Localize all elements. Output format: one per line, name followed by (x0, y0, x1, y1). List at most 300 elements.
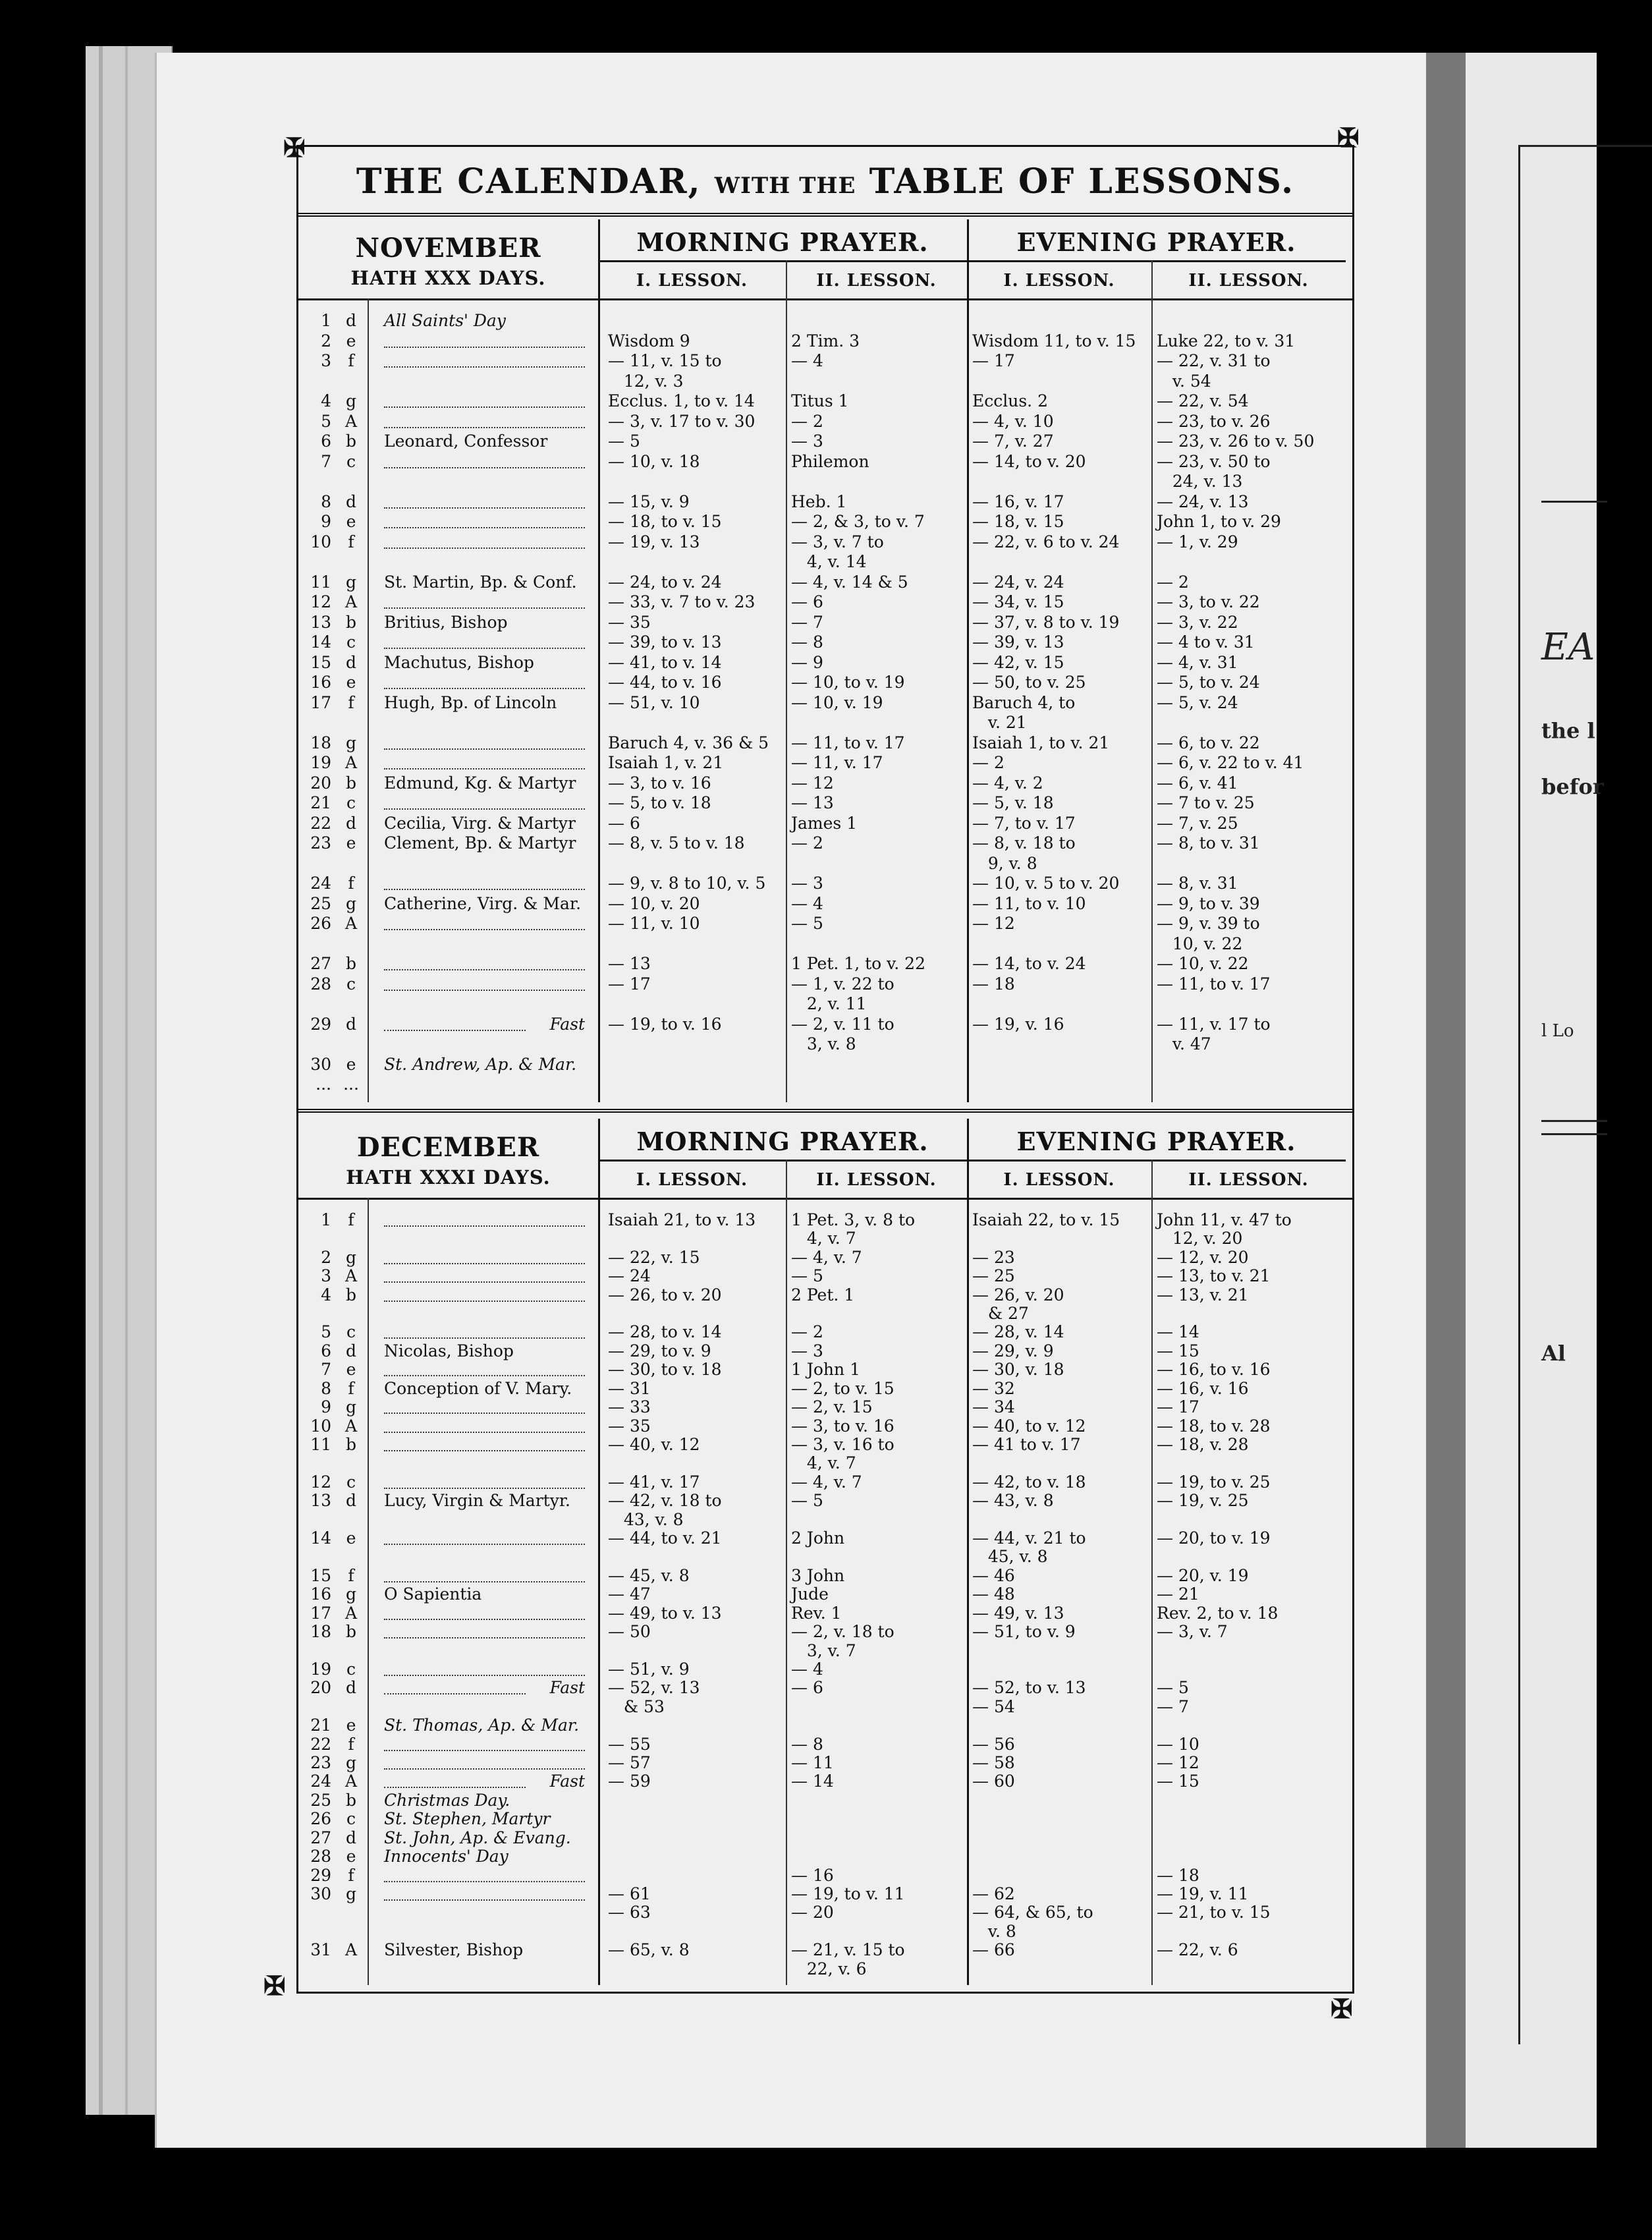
lesson-cell: Baruch 4, to (972, 692, 1076, 712)
lesson-cell: — 17 (972, 351, 1015, 371)
lesson-cell: — 22, v. 6 (1157, 1940, 1238, 1960)
lesson-cell: — 40, to v. 12 (972, 1416, 1086, 1436)
lesson-cell: — 65, v. 8 (608, 1940, 690, 1960)
lesson-cell: — 5 (791, 1491, 823, 1511)
lesson-cell: — 33 (608, 1397, 651, 1417)
lesson-cell: — 30, v. 18 (972, 1360, 1064, 1380)
lesson-cell: — 2 (791, 1322, 823, 1342)
day-number: 13 (310, 612, 331, 632)
dot-leader (384, 969, 585, 970)
lesson-cell: — 7, v. 27 (972, 432, 1054, 451)
saint-day-name: Catherine, Virg. & Mar. (384, 893, 582, 913)
lesson-cell: Isaiah 1, v. 21 (608, 753, 724, 773)
dominical-letter: b (345, 612, 356, 632)
day-number: 21 (310, 793, 331, 813)
lesson-cell: 4, v. 7 (791, 1229, 856, 1248)
dot-leader (384, 1450, 585, 1451)
lesson-cell: Wisdom 11, to v. 15 (972, 331, 1136, 350)
lesson-cell: — 61 (608, 1884, 651, 1903)
lesson-cell: v. 54 (1157, 371, 1211, 391)
lesson-cell: Jude (791, 1584, 829, 1604)
column-rule (1151, 260, 1153, 1102)
lesson-cell: — 11, v. 15 to (608, 351, 722, 371)
lesson-cell: — 2 (791, 411, 823, 431)
day-number: 14 (310, 632, 331, 652)
dot-leader (384, 1301, 585, 1302)
lesson-cell: — 44, to v. 16 (608, 673, 722, 692)
lesson-cell: — 1, v. 22 to (791, 974, 895, 994)
lesson-cell: — 50, to v. 25 (972, 673, 1086, 692)
lesson-cell: — 32 (972, 1378, 1015, 1398)
lesson-cell: 22, v. 6 (791, 1959, 867, 1978)
column-rule (967, 1119, 969, 1985)
title-suffix: TABLE OF LESSONS. (869, 161, 1295, 202)
day-number: 8 (321, 491, 331, 511)
lesson-cell: — 10 (1157, 1734, 1199, 1754)
lesson-cell: — 6, to v. 22 (1157, 733, 1260, 752)
dominical-letter: b (345, 432, 356, 451)
lesson-cell: — 14, to v. 20 (972, 451, 1086, 471)
saint-day-name: Cecilia, Virg. & Martyr (384, 813, 576, 833)
lesson-cell: — 3 (791, 1341, 823, 1360)
day-number: 26 (310, 1809, 331, 1829)
day-number: 11 (310, 1434, 331, 1454)
lesson-cell: — 15 (1157, 1772, 1199, 1791)
lesson-cell: 9, v. 8 (972, 853, 1037, 873)
lesson-cell: — 19, v. 16 (972, 1014, 1064, 1034)
lesson-cell: — 2 (1157, 572, 1189, 592)
lesson-cell: — 35 (608, 612, 651, 632)
cross-ornament-icon: ✠ (283, 132, 306, 163)
lesson-cell: — 12 (1157, 1753, 1199, 1773)
dominical-letter: f (348, 351, 354, 371)
saint-day-name: Hugh, Bp. of Lincoln (384, 692, 557, 712)
dominical-letter: f (348, 532, 354, 551)
dominical-letter: A (344, 1940, 358, 1960)
lesson-cell: 24, v. 13 (1157, 472, 1243, 491)
dominical-letter: d (345, 1341, 356, 1360)
lesson-cell: — 14 (1157, 1322, 1199, 1342)
dominical-letter: d (345, 1678, 356, 1698)
december-month-sub: HATH XXXI DAYS. (346, 1166, 551, 1189)
lesson-cell: — 6, v. 41 (1157, 773, 1238, 793)
header-rule (298, 298, 1352, 300)
lesson-cell: — 63 (608, 1903, 651, 1922)
saint-day-name: Nicolas, Bishop (384, 1341, 514, 1360)
lesson-cell: — 8 (791, 1734, 823, 1754)
lesson-cell: — 48 (972, 1584, 1015, 1604)
dominical-letter: g (345, 1584, 356, 1604)
dominical-letter: e (346, 1054, 356, 1074)
dot-leader (384, 427, 585, 428)
lesson-cell: — 49, to v. 13 (608, 1603, 722, 1623)
day-number: 10 (310, 532, 331, 551)
lesson-cell: — 11, v. 17 to (1157, 1014, 1271, 1034)
lesson-cell: — 59 (608, 1772, 651, 1791)
dominical-letter: b (345, 1622, 356, 1642)
day-number: 29 (310, 1865, 331, 1885)
lesson-cell: 10, v. 22 (1157, 934, 1243, 953)
day-number: 12 (310, 592, 331, 612)
december-lesson-header: II. LESSON. (816, 1170, 937, 1190)
lesson-cell: & 27 (972, 1304, 1029, 1324)
lesson-cell: Rev. 2, to v. 18 (1157, 1603, 1279, 1623)
lesson-cell: — 15 (1157, 1341, 1199, 1360)
lesson-cell: — 7, v. 25 (1157, 813, 1238, 833)
lesson-cell: — 18, v. 15 (972, 512, 1064, 532)
lesson-cell: — 6 (608, 813, 640, 833)
day-number: 25 (310, 893, 331, 913)
title-mid: WITH THE (714, 173, 856, 199)
lesson-cell: — 5 (791, 914, 823, 934)
lesson-cell: — 51, v. 10 (608, 692, 700, 712)
lesson-cell: — 14 (791, 1772, 834, 1791)
lesson-cell: — 41, v. 17 (608, 1472, 700, 1492)
dot-leader (384, 1750, 585, 1751)
lesson-cell: — 18, to v. 15 (608, 512, 722, 532)
december-month-name: DECEMBER (356, 1132, 540, 1163)
lesson-cell: — 11, to v. 17 (1157, 974, 1271, 994)
lesson-cell: — 9, v. 8 to 10, v. 5 (608, 874, 766, 893)
lesson-cell: — 58 (972, 1753, 1015, 1773)
dominical-letter: c (346, 1322, 356, 1342)
lesson-cell: — 13, v. 21 (1157, 1285, 1249, 1304)
lesson-cell: Isaiah 1, to v. 21 (972, 733, 1110, 752)
saint-day-name: Fast (549, 1678, 585, 1698)
lesson-cell: — 64, & 65, to (972, 1903, 1093, 1922)
column-rule (786, 1160, 787, 1985)
lesson-cell: — 11, v. 10 (608, 914, 700, 934)
lesson-cell: — 60 (972, 1772, 1015, 1791)
day-number: 7 (321, 451, 331, 471)
dot-leader (384, 467, 585, 468)
day-number: 8 (321, 1378, 331, 1398)
dominical-letter: g (345, 733, 356, 752)
cross-ornament-icon: ✠ (1331, 1994, 1353, 2025)
lesson-cell: — 6, v. 22 to v. 41 (1157, 753, 1304, 773)
day-number: 4 (321, 391, 331, 411)
lesson-cell: — 16, to v. 16 (1157, 1360, 1271, 1380)
dominical-letter: b (345, 773, 356, 793)
lesson-cell: — 4, v. 7 (791, 1472, 862, 1492)
dot-leader (384, 1281, 585, 1283)
lesson-cell: — 46 (972, 1565, 1015, 1585)
day-number: 12 (310, 1472, 331, 1492)
dot-leader (384, 990, 585, 991)
dot-leader (384, 1337, 585, 1339)
saint-day-name: Christmas Day. (384, 1790, 510, 1810)
lesson-cell: — 44, v. 21 to (972, 1528, 1086, 1548)
day-number: 4 (321, 1285, 331, 1304)
lesson-cell: — 3 (791, 432, 823, 451)
lesson-cell: — 40, v. 12 (608, 1434, 700, 1454)
lesson-cell: — 5, to v. 18 (608, 793, 711, 813)
dominical-letter: b (345, 1285, 356, 1304)
column-rule (967, 219, 969, 1102)
december-lesson-header: II. LESSON. (1188, 1170, 1309, 1190)
lesson-cell: — 2, v. 18 to (791, 1622, 895, 1642)
lesson-cell: v. 47 (1157, 1034, 1211, 1054)
lesson-cell: — 35 (608, 1416, 651, 1436)
lesson-cell: — 13 (791, 793, 834, 813)
lesson-cell: Isaiah 21, to v. 13 (608, 1210, 756, 1229)
lesson-cell: — 8, to v. 31 (1157, 833, 1260, 853)
lesson-cell: — 7 to v. 25 (1157, 793, 1255, 813)
lesson-cell: Isaiah 22, to v. 15 (972, 1210, 1120, 1229)
lesson-cell: — 42, v. 15 (972, 652, 1064, 672)
dominical-letter: e (346, 512, 356, 532)
column-rule (368, 1198, 369, 1985)
dot-leader (384, 929, 585, 930)
lesson-cell: — 51, v. 9 (608, 1659, 690, 1679)
dot-leader (384, 1619, 585, 1620)
dominical-letter: g (345, 572, 356, 592)
dominical-letter: c (346, 793, 356, 813)
lesson-cell: — 24 (608, 1266, 651, 1286)
december-lesson-header: I. LESSON. (1003, 1170, 1115, 1190)
lesson-cell: — 4, v. 31 (1157, 652, 1238, 672)
dot-leader (384, 1693, 526, 1694)
day-number: 2 (321, 1247, 331, 1267)
saint-day-name: St. Thomas, Ap. & Mar. (384, 1716, 580, 1735)
lesson-cell: — 16, v. 16 (1157, 1378, 1249, 1398)
day-number: 2 (321, 331, 331, 350)
dot-leader (384, 808, 585, 810)
dot-leader (384, 1375, 585, 1376)
sub-rule (598, 260, 1346, 262)
right-page-text-3: Al (1541, 1341, 1566, 1366)
column-rule (368, 298, 369, 1102)
lesson-cell: — 18, to v. 28 (1157, 1416, 1271, 1436)
saint-day-name: Clement, Bp. & Martyr (384, 833, 576, 853)
lesson-cell: — 2, v. 15 (791, 1397, 873, 1417)
lesson-cell: — 52, to v. 13 (972, 1678, 1086, 1698)
lesson-cell: — 28, v. 14 (972, 1322, 1064, 1342)
day-number: 5 (321, 411, 331, 431)
lesson-cell: 4, v. 14 (791, 552, 867, 572)
dominical-letter: f (348, 692, 354, 712)
dominical-letter: A (344, 1603, 358, 1623)
dot-leader (384, 648, 585, 649)
day-number: 19 (310, 753, 331, 773)
dominical-letter: d (345, 311, 356, 330)
day-number: 20 (310, 773, 331, 793)
dot-leader (384, 1637, 585, 1638)
lesson-cell: John 1, to v. 29 (1157, 512, 1281, 532)
lesson-cell: — 3, v. 22 (1157, 612, 1238, 632)
dot-leader (384, 1544, 585, 1545)
day-number: 17 (310, 1603, 331, 1623)
dominical-letter: b (345, 954, 356, 974)
lesson-cell: — 10, v. 22 (1157, 954, 1249, 974)
lesson-cell: — 26, v. 20 (972, 1285, 1064, 1304)
lesson-cell: — 10, v. 20 (608, 893, 700, 913)
dominical-letter: e (346, 1360, 356, 1380)
lesson-cell: & 53 (608, 1696, 665, 1716)
day-number: 16 (310, 1584, 331, 1604)
dominical-letter: d (345, 813, 356, 833)
lesson-cell: — 16 (791, 1865, 834, 1885)
lesson-cell: — 8, v. 5 to v. 18 (608, 833, 745, 853)
lesson-cell: — 19, to v. 11 (791, 1884, 905, 1903)
lesson-cell: — 54 (972, 1696, 1015, 1716)
november-lesson-header: I. LESSON. (636, 271, 748, 291)
december-evening-header: EVENING PRAYER. (1016, 1127, 1296, 1156)
dominical-letter: d (345, 652, 356, 672)
dot-leader (384, 1225, 585, 1227)
lesson-cell: — 4, v. 10 (972, 411, 1054, 431)
lesson-cell: — 23, v. 50 to (1157, 451, 1271, 471)
dominical-letter: c (346, 1809, 356, 1829)
dominical-letter: e (346, 331, 356, 350)
saint-day-name: Edmund, Kg. & Martyr (384, 773, 576, 793)
lesson-cell: — 22, v. 15 (608, 1247, 700, 1267)
saint-day-name: Britius, Bishop (384, 612, 508, 632)
lesson-cell: — 33, v. 7 to v. 23 (608, 592, 756, 612)
dominical-letter: f (348, 1210, 354, 1229)
lesson-cell: James 1 (791, 813, 858, 833)
lesson-cell: — 4 (791, 893, 823, 913)
dot-leader (384, 607, 585, 609)
lesson-cell: 45, v. 8 (972, 1547, 1048, 1567)
lesson-cell: — 24, to v. 24 (608, 572, 722, 592)
month-divider (298, 1109, 1352, 1113)
november-month-name: NOVEMBER (355, 233, 541, 264)
right-page-text-5: l Lo (1541, 1021, 1574, 1041)
day-number: 18 (310, 733, 331, 752)
lesson-cell: — 24, v. 13 (1157, 491, 1249, 511)
december-morning-header: MORNING PRAYER. (636, 1127, 929, 1156)
lesson-cell: — 6 (791, 592, 823, 612)
lesson-cell: — 18 (972, 974, 1015, 994)
lesson-cell: Philemon (791, 451, 869, 471)
lesson-cell: v. 21 (972, 713, 1027, 733)
day-number: 20 (310, 1678, 331, 1698)
lesson-cell: — 49, v. 13 (972, 1603, 1064, 1623)
lesson-cell: — 11, to v. 10 (972, 893, 1086, 913)
dominical-letter: e (346, 1528, 356, 1548)
lesson-cell: — 3, v. 16 to (791, 1434, 895, 1454)
lesson-cell: — 4 (791, 351, 823, 371)
column-rule (1151, 1160, 1153, 1985)
lesson-cell: 12, v. 20 (1157, 1229, 1243, 1248)
november-lesson-header: I. LESSON. (1003, 271, 1115, 291)
right-page-partial (1466, 53, 1604, 2148)
dominical-letter: d (345, 1491, 356, 1511)
dominical-letter: A (344, 1416, 358, 1436)
lesson-cell: — 50 (608, 1622, 651, 1642)
day-number: 15 (310, 1565, 331, 1585)
lesson-cell: Rev. 1 (791, 1603, 842, 1623)
dot-leader (384, 527, 585, 528)
dominical-letter: e (346, 673, 356, 692)
dominical-letter: g (345, 1397, 356, 1417)
lesson-cell: — 3 (791, 874, 823, 893)
lesson-cell: — 5 (791, 1266, 823, 1286)
saint-day-name: St. John, Ap. & Evang. (384, 1828, 571, 1847)
day-number: 13 (310, 1491, 331, 1511)
dominical-letter: c (346, 1659, 356, 1679)
lesson-cell: Luke 22, to v. 31 (1157, 331, 1296, 350)
lesson-cell: 2, v. 11 (791, 994, 867, 1014)
lesson-cell: — 31 (608, 1378, 651, 1398)
day-number: 29 (310, 1014, 331, 1034)
lesson-cell: — 15, v. 9 (608, 491, 690, 511)
right-page-heading: EA (1541, 626, 1595, 669)
day-number: 7 (321, 1360, 331, 1380)
dominical-letter: A (344, 914, 358, 934)
saint-day-name: St. Martin, Bp. & Conf. (384, 572, 577, 592)
lesson-cell: — 39, v. 13 (972, 632, 1064, 652)
saint-day-name: Fast (549, 1772, 585, 1791)
december-lesson-header: I. LESSON. (636, 1170, 748, 1190)
day-number: ... (316, 1075, 331, 1094)
lesson-cell: 1 John 1 (791, 1360, 860, 1380)
lesson-cell: — 5 (1157, 1678, 1189, 1698)
lesson-cell: — 9, v. 39 to (1157, 914, 1260, 934)
lesson-cell: — 44, to v. 21 (608, 1528, 722, 1548)
cross-ornament-icon: ✠ (1337, 123, 1360, 154)
lesson-cell: — 14, to v. 24 (972, 954, 1086, 974)
lesson-cell: v. 8 (972, 1921, 1016, 1941)
lesson-cell: — 10, v. 18 (608, 451, 700, 471)
lesson-cell: — 13 (608, 954, 651, 974)
dot-leader (384, 347, 585, 348)
november-evening-header: EVENING PRAYER. (1016, 227, 1296, 257)
lesson-cell: — 2, to v. 15 (791, 1378, 895, 1398)
dominical-letter: e (346, 1847, 356, 1866)
lesson-cell: — 26, to v. 20 (608, 1285, 722, 1304)
dominical-letter: A (344, 753, 358, 773)
title-prefix: THE CALENDAR, (356, 161, 702, 202)
saint-day-name: Leonard, Confessor (384, 432, 548, 451)
saint-day-name: O Sapientia (384, 1584, 482, 1604)
day-number: 1 (321, 311, 331, 330)
title-rule (298, 213, 1352, 217)
dot-leader (384, 748, 585, 750)
lesson-cell: 2 Tim. 3 (791, 331, 860, 350)
lesson-cell: — 3, v. 17 to v. 30 (608, 411, 756, 431)
day-number: 23 (310, 1753, 331, 1773)
lesson-cell: — 52, v. 13 (608, 1678, 700, 1698)
lesson-cell: — 1, v. 29 (1157, 532, 1238, 551)
lesson-cell: — 2 (972, 753, 1005, 773)
dominical-letter: f (348, 1865, 354, 1885)
lesson-cell: — 11 (791, 1753, 834, 1773)
dot-leader (384, 366, 585, 368)
lesson-cell: — 51, to v. 9 (972, 1622, 1076, 1642)
day-number: 26 (310, 914, 331, 934)
day-number: 18 (310, 1622, 331, 1642)
lesson-cell: — 5, to v. 24 (1157, 673, 1260, 692)
lesson-cell: Ecclus. 1, to v. 14 (608, 391, 755, 411)
day-number: 14 (310, 1528, 331, 1548)
dominical-letter: g (345, 391, 356, 411)
dominical-letter: f (348, 1565, 354, 1585)
lesson-cell: — 4, v. 7 (791, 1247, 862, 1267)
lesson-cell: — 19, to v. 16 (608, 1014, 722, 1034)
dominical-letter: c (346, 451, 356, 471)
lesson-cell: Ecclus. 2 (972, 391, 1048, 411)
lesson-cell: — 39, to v. 13 (608, 632, 722, 652)
day-number: 31 (310, 1940, 331, 1960)
lesson-cell: — 41 to v. 17 (972, 1434, 1081, 1454)
saint-day-name: Conception of V. Mary. (384, 1378, 572, 1398)
lesson-cell: — 4 to v. 31 (1157, 632, 1255, 652)
dominical-letter: A (344, 1772, 358, 1791)
lesson-cell: — 34, v. 15 (972, 592, 1064, 612)
lesson-cell: — 4, v. 14 & 5 (791, 572, 908, 592)
